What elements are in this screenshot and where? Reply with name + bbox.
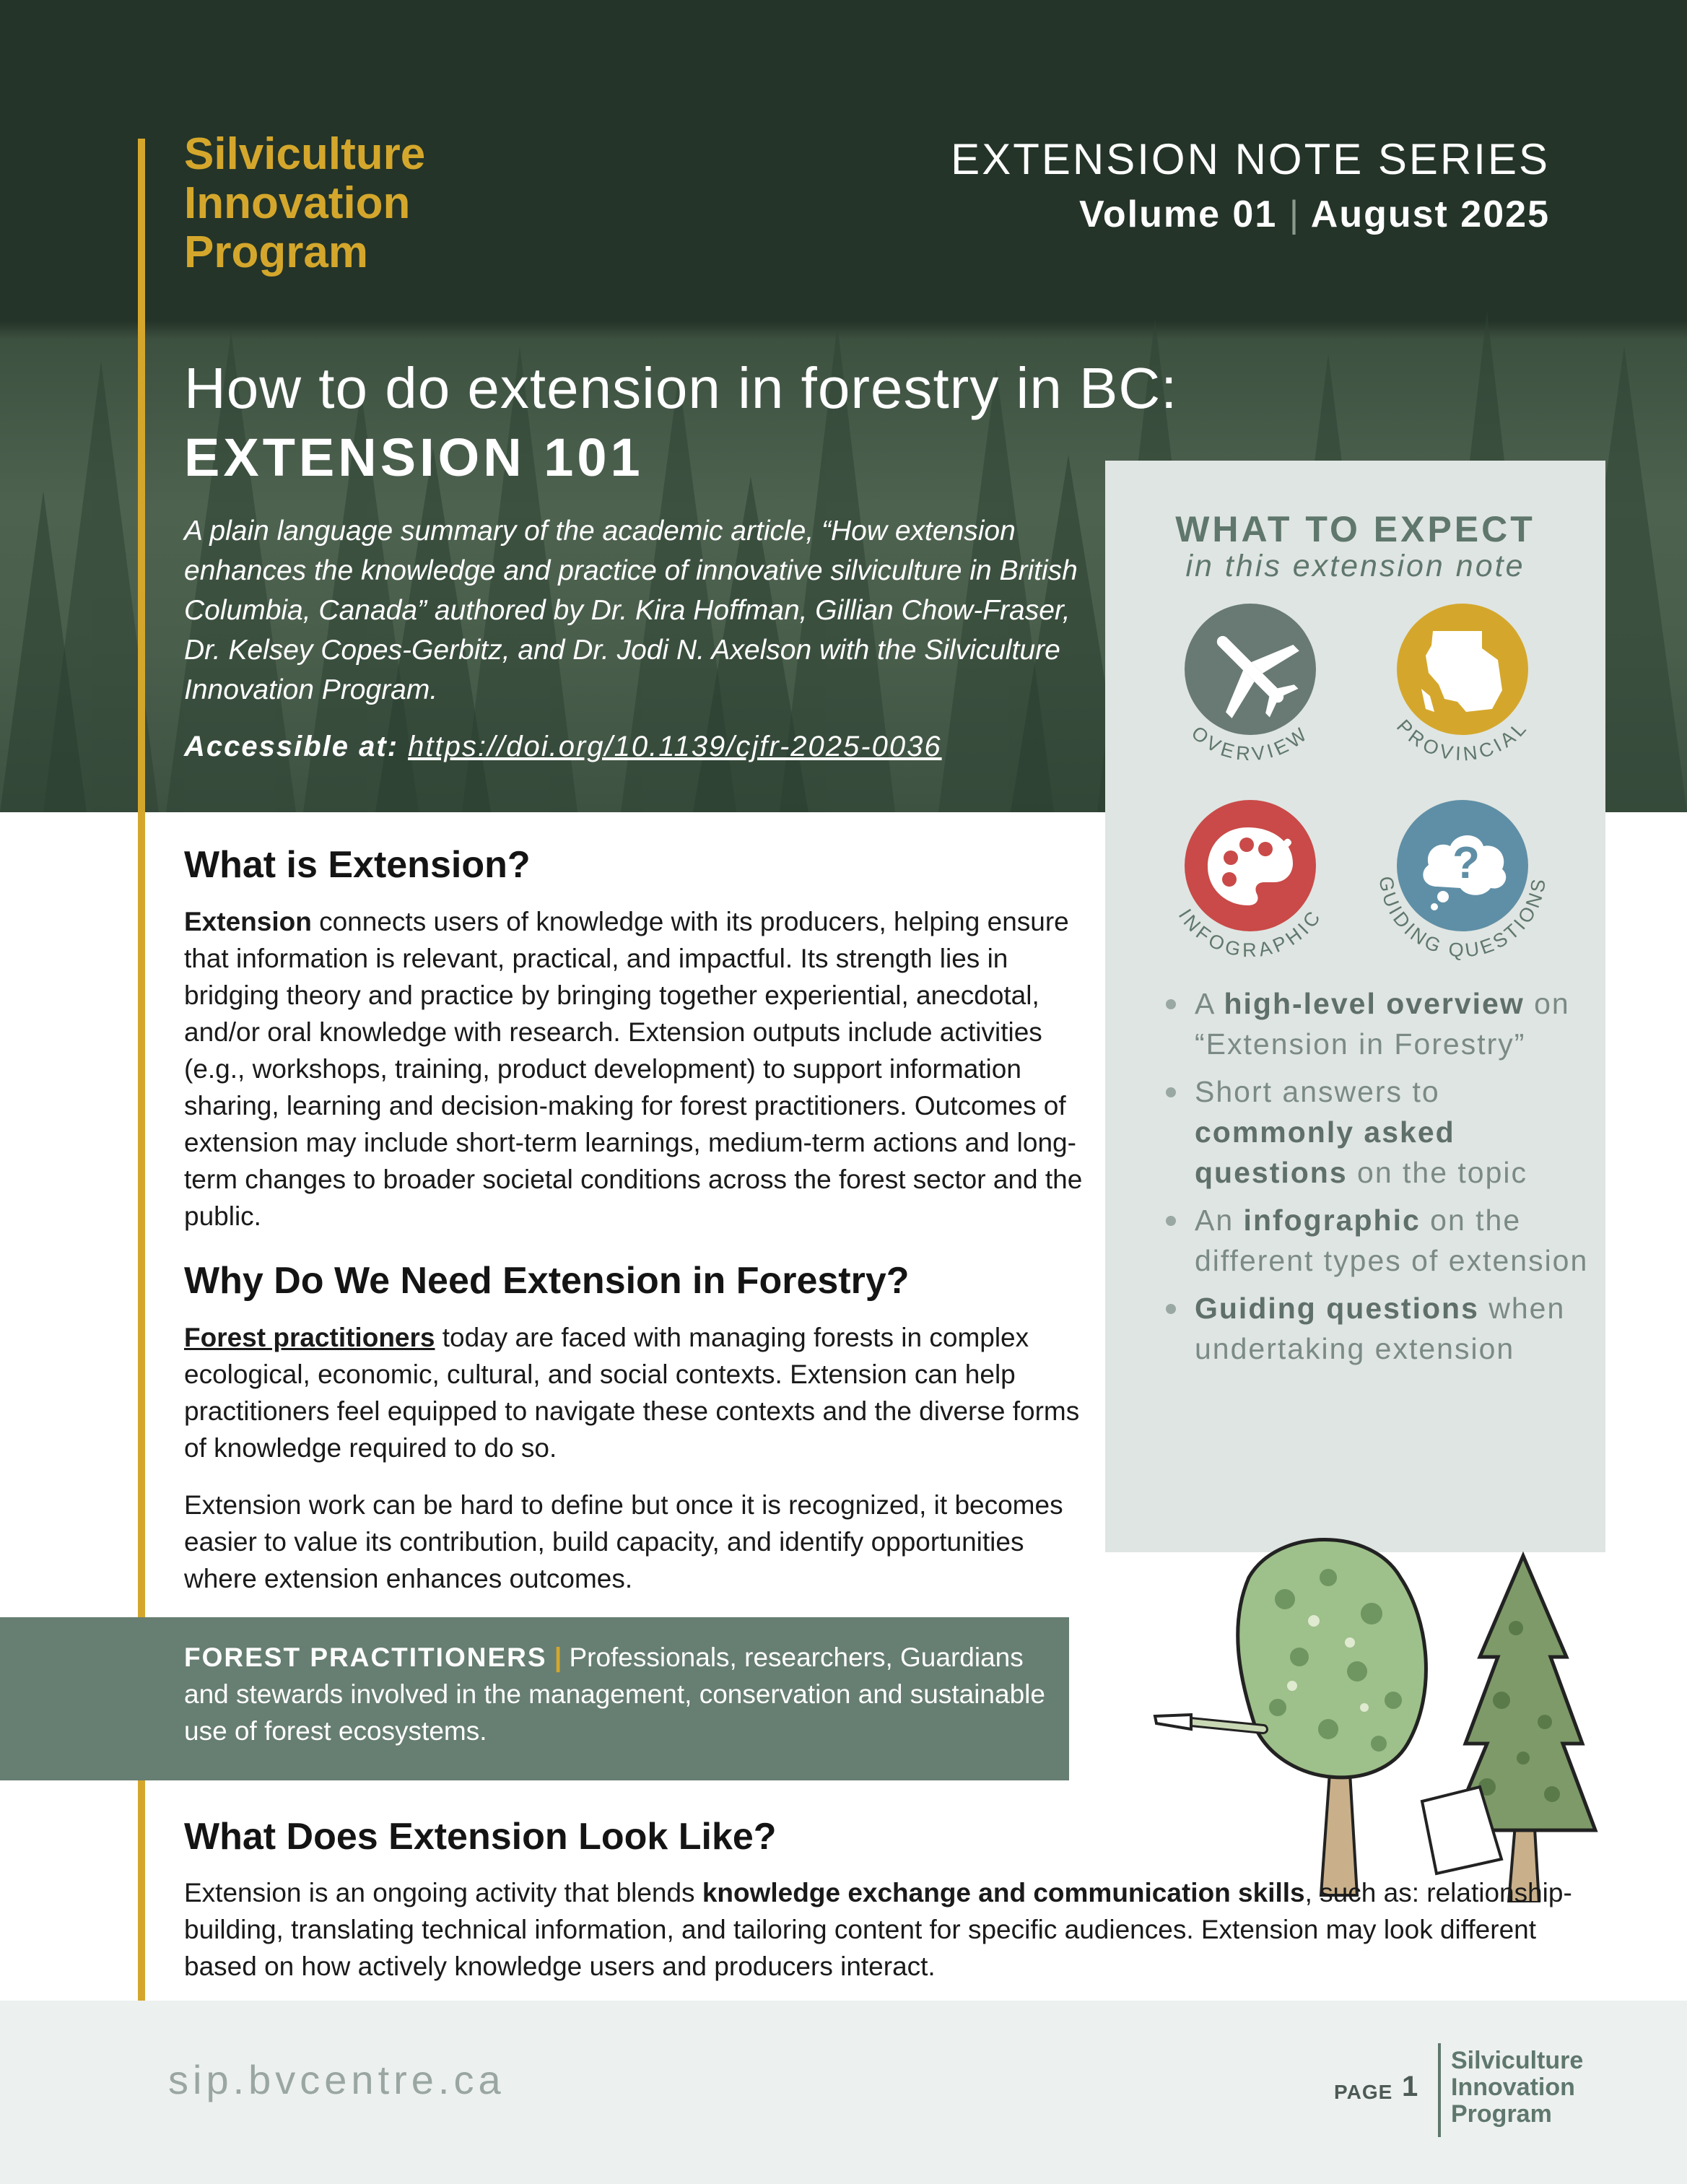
svg-text:?: ? xyxy=(1452,838,1480,888)
svg-text:GUIDING QUESTIONS xyxy=(1375,875,1551,962)
icon-label: PROVINCIAL xyxy=(1392,715,1533,765)
term-extension: Extension xyxy=(184,907,312,936)
footer-brand-line: Silviculture xyxy=(1451,2047,1584,2074)
volume-date: August 2025 xyxy=(1310,193,1550,235)
icon-label: OVERVIEW xyxy=(1187,721,1314,765)
section-heading-looks-like: What Does Extension Look Like? xyxy=(184,1816,777,1858)
overview-arc-label xyxy=(1148,569,1352,786)
footer-brand-line: Innovation xyxy=(1451,2074,1575,2101)
access-label: Accessible at: xyxy=(184,731,399,762)
page-title xyxy=(184,354,1177,492)
list-item: Short answers to commonly asked questions on the topic xyxy=(1163,1071,1596,1193)
brand-line: Program xyxy=(184,227,368,277)
list-item: An infographic on the different types of extension xyxy=(1163,1200,1596,1281)
brand-logo-text xyxy=(184,130,588,277)
brand-line: Innovation xyxy=(184,178,411,228)
skills-bold: knowledge exchange and communication skills xyxy=(702,1878,1305,1907)
expect-list xyxy=(1163,983,1596,1376)
volume-number: Volume 01 xyxy=(1079,193,1278,235)
icon-label: GUIDING QUESTIONS xyxy=(1374,874,1551,962)
access-line xyxy=(184,731,942,763)
page-number: 1 xyxy=(1402,2071,1418,2102)
section-heading-what-is: What is Extension? xyxy=(184,844,531,886)
volume-separator: | xyxy=(1289,193,1301,235)
icon-label: INFOGRAPHIC xyxy=(1174,904,1327,962)
series-title: EXTENSION NOTE SERIES xyxy=(951,135,1550,183)
trees-illustration xyxy=(1141,1513,1610,1902)
svg-text:INFOGRAPHIC xyxy=(1174,905,1327,961)
article-summary: A plain language summary of the academic article, “How extension enhances the knowledge and practice of innovative silviculture in British Columbia, Canada” authored by Dr. Kira Hoffman, Gillian Chow-Fraser, Dr. Kelsey Copes-Gerbitz, and Dr. Jodi N. Axelson with the Silviculture Innovation Program. xyxy=(184,515,1078,705)
definition-text: FOREST PRACTITIONERS | Professionals, researchers, Guardians and stewards involved in the management, conservation and sustainable use of forest ecosystems. xyxy=(184,1643,1045,1746)
definition-term: FOREST PRACTITIONERS xyxy=(184,1643,547,1672)
svg-text:PROVINCIAL xyxy=(1392,715,1533,765)
why-paragraph-2: Extension work can be hard to define but once it is recognized, it becomes easier to value its contribution, build capacity, and identify opportunities where extension enhances outcomes. xyxy=(184,1490,1063,1593)
svg-text:OVERVIEW xyxy=(1187,722,1314,765)
footer-brand-line: Program xyxy=(1451,2100,1552,2128)
term-forest-practitioners: Forest practitioners xyxy=(184,1323,435,1352)
infographic-arc-label xyxy=(1148,765,1352,982)
what-is-paragraph: Extension connects users of knowledge with its producers, helping ensure that information is relevant, practical, and impactful. Its strength lies in bridging theory and practice by bringing together experiential, anecdotal, and/or oral knowledge with research. Extension outputs include activities (e.g., workshops, training, product development) to support information sharing, learning and decision-making for forest practitioners. Outcomes of extension may include short-term learnings, medium-term actions and long-term changes to broader societal conditions across the forest sector and the public. xyxy=(184,907,1083,1231)
gold-accent-bar xyxy=(138,139,145,2100)
provincial-arc-label xyxy=(1361,569,1564,786)
series-info xyxy=(951,134,1550,240)
section-heading-why: Why Do We Need Extension in Forestry? xyxy=(184,1260,910,1302)
definition-separator: | xyxy=(554,1643,562,1672)
brand-line: Silviculture xyxy=(184,129,426,179)
footer-brand xyxy=(1451,2048,1583,2128)
website-url[interactable]: sip.bvcentre.ca xyxy=(168,2057,505,2102)
title-line-1: How to do extension in forestry in BC: xyxy=(184,356,1178,420)
footer-divider xyxy=(1438,2043,1441,2137)
sidebar-heading: WHAT TO EXPECT xyxy=(1175,509,1535,549)
series-volume xyxy=(951,189,1550,240)
list-item: Guiding questions when undertaking extension xyxy=(1163,1288,1596,1369)
title-line-2: EXTENSION 101 xyxy=(184,427,644,487)
doi-link[interactable]: https://doi.org/10.1139/cjfr-2025-0036 xyxy=(408,731,942,762)
guiding-questions-arc-label xyxy=(1361,765,1564,982)
sidebar-subheading: in this extension note xyxy=(1185,549,1525,583)
looks-like-paragraph: Extension is an ongoing activity that blends knowledge exchange and communication skills, such as: relationship-building, translating technical information, and tailoring content for specific audiences. Extension may look different based on how actively knowledge users and producers interact. xyxy=(184,1878,1572,1981)
page-label: PAGE xyxy=(1334,2081,1393,2103)
what-to-expect-sidebar xyxy=(1105,461,1605,1552)
list-item: A high-level overview on “Extension in Forestry” xyxy=(1163,983,1596,1064)
why-paragraph-1: Forest practitioners today are faced with managing forests in complex ecological, economic, cultural, and social contexts. Extension can help practitioners feel equipped to navigate these contexts and the diverse forms of knowledge required to do so. xyxy=(184,1323,1080,1463)
